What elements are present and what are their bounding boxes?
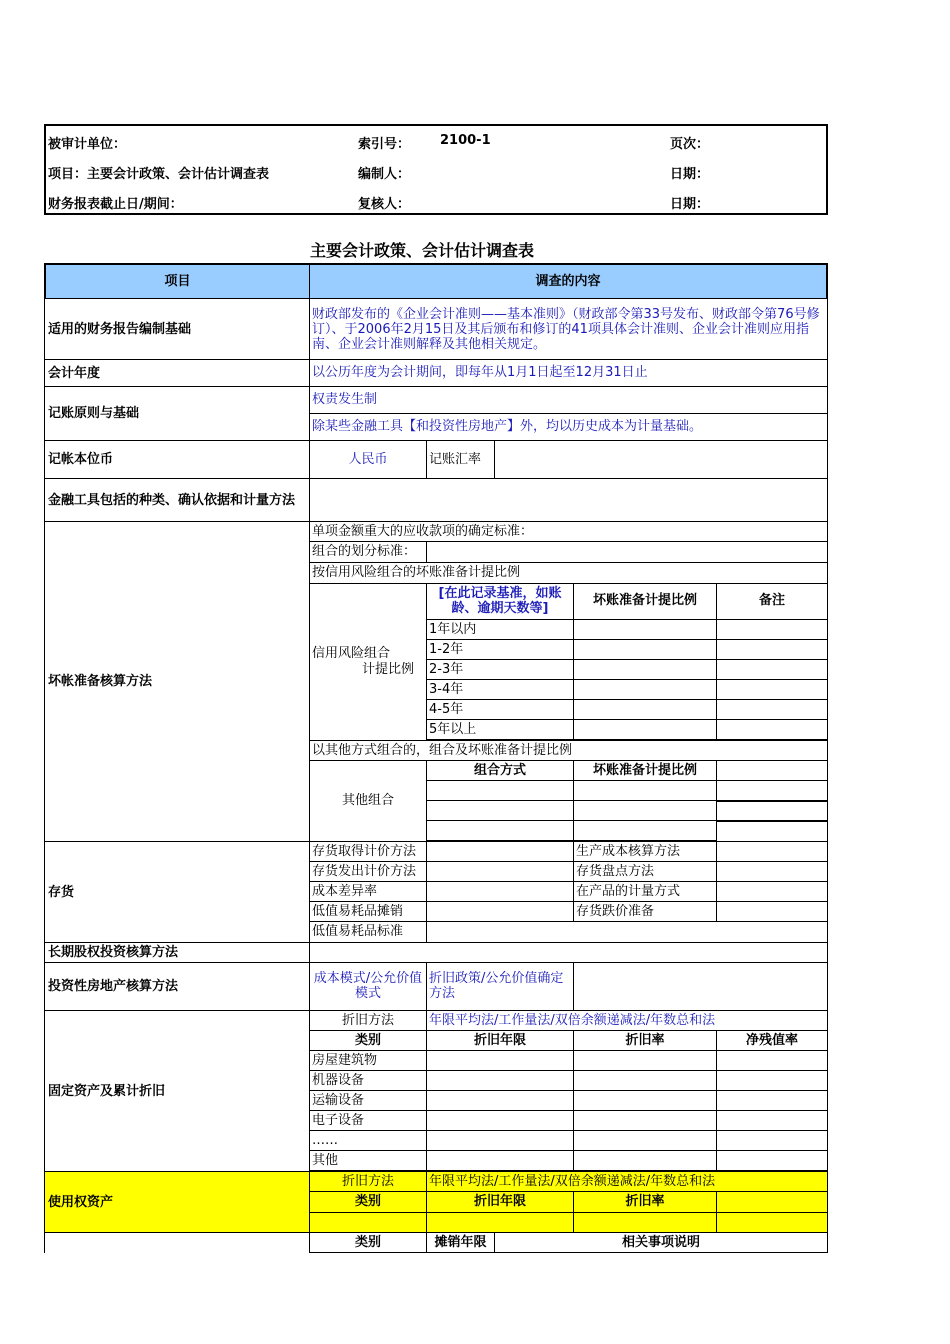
inventory-left-label: 成本差异率 [309, 881, 427, 902]
low-value-std-label: 低值易耗品标准 [309, 921, 427, 943]
fa-row-residual [716, 1090, 828, 1111]
inventory-left-label: 存货取得计价方法 [309, 841, 427, 862]
other-row-blank [716, 780, 828, 802]
basis-hint: [在此记录基准，如账龄、逾期天数等] [426, 583, 574, 620]
rou-col-header: 折旧年限 [426, 1191, 574, 1213]
age-row-label: 2-3年 [426, 659, 574, 680]
lt-equity-value [309, 942, 828, 963]
date-label-2: 日期： [670, 197, 710, 212]
age-row-ratio [573, 659, 717, 680]
fa-col-header: 折旧年限 [426, 1030, 574, 1051]
index-label: 索引号： [358, 137, 411, 152]
period-label: 财务报表截止日/期间： [48, 197, 183, 212]
age-row-label: 1-2年 [426, 639, 574, 660]
fa-row-rate [573, 1110, 717, 1131]
other-blank-header [716, 760, 828, 781]
accounting-basis-label: 记账原则与基础 [44, 386, 310, 441]
ratio-header: 坏账准备计提比例 [573, 583, 717, 620]
fa-row-rate [573, 1130, 717, 1151]
accounting-basis-line2: 除某些金融工具【和投资性房地产】外，均以历史成本为计量基础。 [309, 413, 828, 441]
credit-label-1: 信用风险组合 [312, 646, 391, 661]
inventory-left-label: 低值易耗品摊销 [309, 901, 427, 922]
page-label: 页次： [670, 137, 710, 152]
intangibles-label [44, 1232, 310, 1253]
invest-property-model: 成本模式/公允价值模式 [309, 962, 427, 1011]
age-row-ratio [573, 639, 717, 660]
fa-row-rate [573, 1070, 717, 1091]
fa-row-residual [716, 1150, 828, 1171]
fa-col-header: 折旧率 [573, 1030, 717, 1051]
credit-ratio-title: 按信用风险组合的坏账准备计提比例 [309, 562, 828, 584]
page-title: 主要会计政策、会计估计调查表 [310, 241, 535, 260]
fa-row-rate [573, 1050, 717, 1071]
credit-label-2: 计提比例 [362, 662, 415, 677]
other-title: 以其他方式组合的，组合及坏账准备计提比例 [309, 740, 828, 761]
other-group-label: 其他组合 [309, 760, 427, 842]
fa-row-label: 运输设备 [309, 1090, 427, 1111]
currency-label: 记帐本位币 [44, 440, 310, 479]
other-row-ratio [573, 820, 717, 841]
age-row-remark [716, 699, 828, 720]
fixed-assets-label: 固定资产及累计折旧 [44, 1010, 310, 1172]
remark-header: 备注 [716, 583, 828, 620]
intangibles-col-years: 摊销年限 [426, 1232, 495, 1253]
age-row-ratio [573, 699, 717, 720]
rou-col-blank [716, 1191, 828, 1213]
other-row-ratio [573, 800, 717, 821]
rou-col-header: 类别 [309, 1191, 427, 1213]
intangibles-col-notes: 相关事项说明 [494, 1232, 828, 1253]
bad-debt-label: 坏帐准备核算方法 [44, 521, 310, 842]
fa-row-rate [573, 1150, 717, 1171]
low-value-std-value [426, 921, 828, 943]
fa-row-years [426, 1130, 574, 1151]
other-row-ratio [573, 780, 717, 801]
inventory-right-value [716, 881, 828, 902]
fa-row-residual [716, 1130, 828, 1151]
fa-row-years [426, 1070, 574, 1091]
inventory-right-value [716, 861, 828, 882]
inventory-left-value [426, 881, 574, 902]
invest-property-policy: 折旧政策/公允价值确定方法 [426, 962, 574, 1011]
accounting-basis-line1: 权责发生制 [309, 386, 828, 414]
fa-method-value: 年限平均法/工作量法/双倍余额递减法/年数总和法 [426, 1010, 828, 1031]
fa-row-label: 电子设备 [309, 1110, 427, 1131]
group-standard-label: 组合的划分标准： [309, 541, 427, 563]
fa-row-label: 房屋建筑物 [309, 1050, 427, 1071]
rou-row-rate [573, 1212, 717, 1233]
date-label-1: 日期： [670, 167, 710, 182]
group-standard-value [426, 541, 828, 563]
age-row-label: 5年以上 [426, 719, 574, 740]
preparer-label: 编制人： [358, 167, 411, 182]
age-row-remark [716, 679, 828, 700]
rou-row-blank [716, 1212, 828, 1233]
reviewer-label: 复核人： [358, 197, 411, 212]
inventory-left-label: 存货发出计价方法 [309, 861, 427, 882]
intangibles-col-category: 类别 [309, 1232, 427, 1253]
age-row-ratio [573, 619, 717, 640]
rate-label: 记账汇率 [426, 440, 495, 479]
fa-col-header: 类别 [309, 1030, 427, 1051]
inventory-right-value [716, 841, 828, 862]
inventory-right-label: 存货跌价准备 [573, 901, 717, 922]
other-row-method [426, 780, 574, 801]
invest-property-label: 投资性房地产核算方法 [44, 962, 310, 1011]
inventory-label: 存货 [44, 841, 310, 943]
major-standard: 单项金额重大的应收款项的确定标准： [309, 521, 828, 542]
inventory-right-label: 在产品的计量方式 [573, 881, 717, 902]
age-row-label: 4-5年 [426, 699, 574, 720]
rou-method-label: 折旧方法 [309, 1171, 427, 1192]
fa-row-years [426, 1050, 574, 1071]
group-method-header: 组合方式 [426, 760, 574, 781]
inventory-left-value [426, 841, 574, 862]
age-row-remark [716, 639, 828, 660]
project-label: 项目：主要会计政策、会计估计调查表 [48, 167, 270, 182]
invest-property-value [573, 962, 828, 1011]
inventory-left-value [426, 861, 574, 882]
other-row-blank [716, 800, 828, 822]
age-row-label: 3-4年 [426, 679, 574, 700]
fa-row-residual [716, 1070, 828, 1091]
basis-label: 适用的财务报告编制基础 [44, 298, 310, 360]
inventory-right-value [716, 901, 828, 922]
fa-row-residual [716, 1050, 828, 1071]
basis-text: 财政部发布的《企业会计准则——基本准则》（财政部令第33号发布、财政部令第76号修订）、于2006年2月15日及其后颁布和修订的41项具体会计准则、企业会计准则应用指南、企业会计准则解释及其他相关规定。 [309, 298, 828, 360]
fa-row-label: 其他 [309, 1150, 427, 1171]
fa-row-years [426, 1150, 574, 1171]
fa-row-years [426, 1110, 574, 1131]
inventory-right-label: 生产成本核算方法 [573, 841, 717, 862]
col-header-item: 项目 [44, 263, 310, 299]
fa-row-years [426, 1090, 574, 1111]
fa-row-residual [716, 1110, 828, 1131]
rou-col-header: 折旧率 [573, 1191, 717, 1213]
rou-method-value: 年限平均法/工作量法/双倍余额递减法/年数总和法 [426, 1171, 828, 1192]
age-row-ratio [573, 679, 717, 700]
fa-row-rate [573, 1090, 717, 1111]
age-row-remark [716, 619, 828, 640]
col-header-content: 调查的内容 [309, 263, 828, 299]
credit-group-label [309, 583, 427, 741]
age-row-label: 1年以内 [426, 619, 574, 640]
inventory-left-value [426, 901, 574, 922]
fin-instruments-label: 金融工具包括的种类、确认依据和计量方法 [44, 478, 310, 522]
fa-row-label: 机器设备 [309, 1070, 427, 1091]
other-ratio-header: 坏账准备计提比例 [573, 760, 717, 781]
fa-row-label: …… [309, 1130, 427, 1151]
rou-row-label [309, 1212, 427, 1233]
age-row-remark [716, 719, 828, 740]
fa-col-header: 净残值率 [716, 1030, 828, 1051]
currency-value: 人民币 [309, 440, 427, 479]
inventory-right-label: 存货盘点方法 [573, 861, 717, 882]
age-row-ratio [573, 719, 717, 740]
rou-row-years [426, 1212, 574, 1233]
rou-assets-label: 使用权资产 [44, 1171, 310, 1233]
index-value: 2100-1 [440, 133, 491, 148]
other-row-blank [716, 820, 828, 842]
fin-instruments-value [309, 478, 828, 522]
fa-method-label: 折旧方法 [309, 1010, 427, 1031]
fiscal-year-text: 以公历年度为会计期间，即每年从1月1日起至12月31日止 [309, 359, 828, 387]
fiscal-year-label: 会计年度 [44, 359, 310, 387]
rate-value [494, 440, 828, 479]
other-row-method [426, 820, 574, 841]
lt-equity-label: 长期股权投资核算方法 [44, 942, 310, 963]
audited-unit-label: 被审计单位： [48, 137, 127, 152]
other-row-method [426, 800, 574, 821]
age-row-remark [716, 659, 828, 680]
